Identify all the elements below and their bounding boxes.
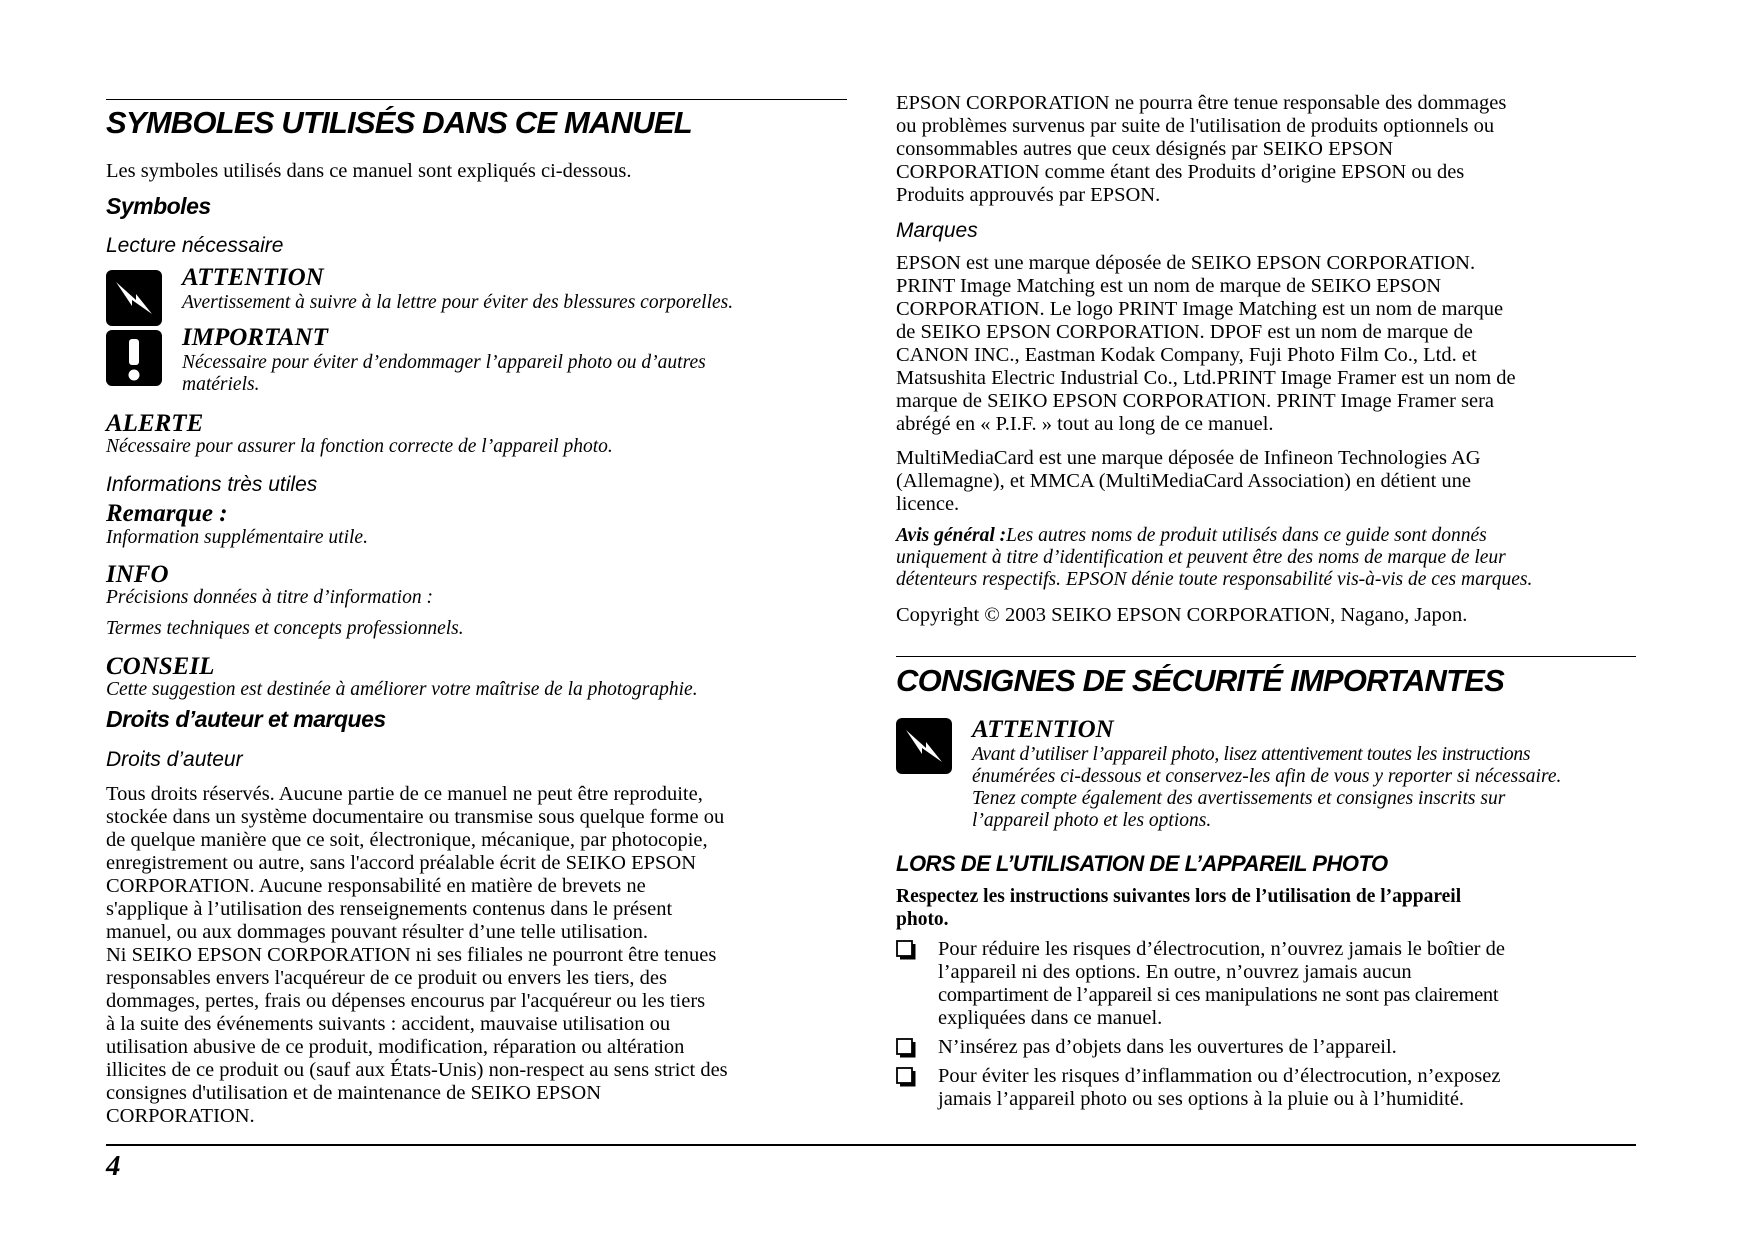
important-text-line1: Nécessaire pour éviter d’endommager l’appareil photo ou d’autres — [182, 352, 706, 373]
paragraph-line: dommages, pertes, frais ou dépenses encourus par l'acquéreur ou les tiers — [106, 990, 706, 1012]
lors-heading: LORS DE L’UTILISATION DE L’APPAREIL PHOTO — [896, 851, 1388, 876]
paragraph-line: Tous droits réservés. Aucune partie de ce manuel ne peut être reproduite, — [106, 783, 703, 805]
list-item — [896, 1036, 1636, 1059]
section-title-symboles: SYMBOLES UTILISÉS DANS CE MANUEL — [106, 105, 692, 140]
paragraph-line: PRINT Image Matching est un nom de marque de SEIKO EPSON — [896, 275, 1442, 297]
exclamation-icon — [106, 330, 162, 386]
paragraph-line: consignes d'utilisation et de maintenance de SEIKO EPSON — [106, 1082, 602, 1104]
paragraph-line: abrégé en « P.I.F. » tout au long de ce manuel. — [896, 413, 1274, 435]
liability-paragraph — [896, 92, 1636, 207]
paragraph-line: stockée dans un système documentaire ou transmise sous quelque forme ou — [106, 806, 725, 828]
list-item — [896, 1065, 1636, 1111]
page-number: 4 — [106, 1150, 121, 1182]
paragraph-line: CORPORATION. Aucune responsabilité en matière de brevets ne — [106, 875, 646, 897]
attention-title: ATTENTION — [182, 264, 324, 291]
paragraph-line: marque de SEIKO EPSON CORPORATION. PRINT Image Framer sera — [896, 390, 1495, 412]
important-text-line2: matériels. — [182, 374, 260, 395]
lecture-label: Lecture nécessaire — [106, 234, 284, 257]
attention-line: Tenez compte également des avertissements et consignes inscrits sur — [972, 788, 1506, 809]
avis-general — [896, 525, 1636, 591]
info-title: INFO — [106, 561, 169, 588]
respect-line: photo. — [896, 909, 949, 930]
bullet-line: compartiment de l’appareil si ces manipulations ne sont pas clairement — [938, 984, 1499, 1006]
paragraph-line: licence. — [896, 493, 960, 515]
checkbox-icon — [896, 1067, 916, 1087]
bullet-line: N’insérez pas d’objets dans les ouvertures de l’appareil. — [938, 1036, 1397, 1058]
top-rule — [106, 99, 847, 100]
paragraph-line: Matsushita Electric Industrial Co., Ltd.PRINT Image Framer est un nom de — [896, 367, 1516, 389]
paragraph-line: illicites de ce produit ou (sauf aux États-Unis) non-respect au sens strict des — [106, 1059, 728, 1081]
paragraph-line: de quelque manière que ce soit, électronique, mécanique, par photocopie, — [106, 829, 708, 851]
avis-bold-label: Avis général : — [896, 525, 1007, 546]
attention-line: l’appareil photo et les options. — [972, 810, 1212, 831]
conseil-title: CONSEIL — [106, 653, 215, 680]
paragraph-line: EPSON est une marque déposée de SEIKO EPSON CORPORATION. — [896, 252, 1476, 274]
paragraph-line: Produits approuvés par EPSON. — [896, 184, 1161, 206]
paragraph-line: s'applique à l’utilisation des renseignements contenus dans le présent — [106, 898, 673, 920]
paragraph-line: enregistrement ou autre, sans l'accord préalable écrit de SEIKO EPSON — [106, 852, 697, 874]
warning-lightning-icon — [896, 718, 952, 774]
paragraph-line: responsables envers l'acquéreur de ce produit ou envers les tiers, des — [106, 967, 667, 989]
marques-paragraph — [896, 252, 1636, 436]
droits-paragraph-1 — [106, 783, 847, 944]
important-title: IMPORTANT — [182, 324, 328, 351]
paragraph-line: MultiMediaCard est une marque déposée de Infineon Technologies AG — [896, 447, 1481, 469]
avis-text: Les autres noms de produit utilisés dans ce guide sont donnés — [1006, 525, 1487, 546]
attention-text: Avertissement à suivre à la lettre pour éviter des blessures corporelles. — [182, 292, 734, 313]
attention-title: ATTENTION — [972, 716, 1114, 743]
info-text1: Précisions données à titre d’information : — [106, 587, 433, 608]
bullet-line: jamais l’appareil photo ou ses options à la pluie ou à l’humidité. — [938, 1088, 1465, 1110]
copyright-text: Copyright © 2003 SEIKO EPSON CORPORATION, Nagano, Japon. — [896, 604, 1468, 626]
paragraph-line: CORPORATION. — [106, 1105, 255, 1127]
paragraph-line: utilisation abusive de ce produit, modification, réparation ou altération — [106, 1036, 685, 1058]
respect-line: Respectez les instructions suivantes lors de l’utilisation de l’appareil — [896, 886, 1462, 907]
intro-text: Les symboles utilisés dans ce manuel sont expliqués ci-dessous. — [106, 160, 632, 182]
warning-lightning-icon — [106, 270, 162, 326]
section-rule — [896, 656, 1636, 657]
paragraph-line: CORPORATION. Le logo PRINT Image Matching est un nom de marque — [896, 298, 1504, 320]
avis-line: uniquement à titre d’identification et peuvent être des noms de marque de leur — [896, 547, 1506, 568]
remarque-text: Information supplémentaire utile. — [106, 527, 368, 548]
avis-line — [896, 525, 1636, 547]
conseil-text: Cette suggestion est destinée à améliorer votre maîtrise de la photographie. — [106, 679, 698, 700]
footer-rule — [106, 1144, 1636, 1146]
attention-line: énumérées ci-dessous et conservez-les afin de vous y reporter si nécessaire. — [972, 766, 1562, 787]
bullet-line: expliquées dans ce manuel. — [938, 1007, 1163, 1029]
paragraph-line: EPSON CORPORATION ne pourra être tenue responsable des dommages — [896, 92, 1507, 114]
marques-label: Marques — [896, 219, 978, 242]
respect-text — [896, 885, 1636, 931]
bullet-list — [896, 938, 1636, 1111]
paragraph-line: ou problèmes survenus par suite de l'utilisation de produits optionnels ou — [896, 115, 1495, 137]
droits-label: Droits d’auteur — [106, 748, 243, 771]
section-title-consignes: CONSIGNES DE SÉCURITÉ IMPORTANTES — [896, 663, 1505, 698]
paragraph-line: (Allemagne), et MMCA (MultiMediaCard Association) en détient une — [896, 470, 1472, 492]
paragraph-line: à la suite des événements suivants : accident, mauvaise utilisation ou — [106, 1013, 671, 1035]
bullet-line: Pour réduire les risques d’électrocution, n’ouvrez jamais le boîtier de — [938, 938, 1505, 960]
list-item — [896, 938, 1636, 1030]
avis-line: détenteurs respectifs. EPSON dénie toute responsabilité vis-à-vis de ces marques. — [896, 569, 1533, 590]
mmc-paragraph — [896, 447, 1636, 516]
checkbox-icon — [896, 1038, 916, 1058]
bullet-line: l’appareil ni des options. En outre, n’ouvrez jamais aucun — [938, 961, 1412, 983]
attention-text — [972, 744, 1636, 832]
paragraph-line: CANON INC., Eastman Kodak Company, Fuji Photo Film Co., Ltd. et — [896, 344, 1477, 366]
checkbox-icon — [896, 940, 916, 960]
bullet-line: Pour éviter les risques d’inflammation ou d’électrocution, n’exposez — [938, 1065, 1501, 1087]
paragraph-line: de SEIKO EPSON CORPORATION. DPOF est un nom de marque de — [896, 321, 1473, 343]
droits-paragraph-2 — [106, 944, 847, 1128]
attention-line: Avant d’utiliser l’appareil photo, lisez attentivement toutes les instructions — [972, 744, 1531, 765]
paragraph-line: consommables autres que ceux désignés par SEIKO EPSON — [896, 138, 1394, 160]
info-text2: Termes techniques et concepts professionnels. — [106, 618, 464, 639]
remarque-title: Remarque : — [106, 500, 228, 527]
paragraph-line: manuel, ou aux dommages pouvant résulter d’une telle utilisation. — [106, 921, 648, 943]
symboles-heading: Symboles — [106, 193, 211, 219]
alerte-text: Nécessaire pour assurer la fonction correcte de l’appareil photo. — [106, 436, 613, 457]
droits-heading: Droits d’auteur et marques — [106, 706, 386, 732]
paragraph-line: CORPORATION comme étant des Produits d’origine EPSON ou des — [896, 161, 1465, 183]
paragraph-line: Ni SEIKO EPSON CORPORATION ni ses filiales ne pourront être tenues — [106, 944, 717, 966]
alerte-title: ALERTE — [106, 410, 204, 437]
info-label: Informations très utiles — [106, 473, 318, 496]
